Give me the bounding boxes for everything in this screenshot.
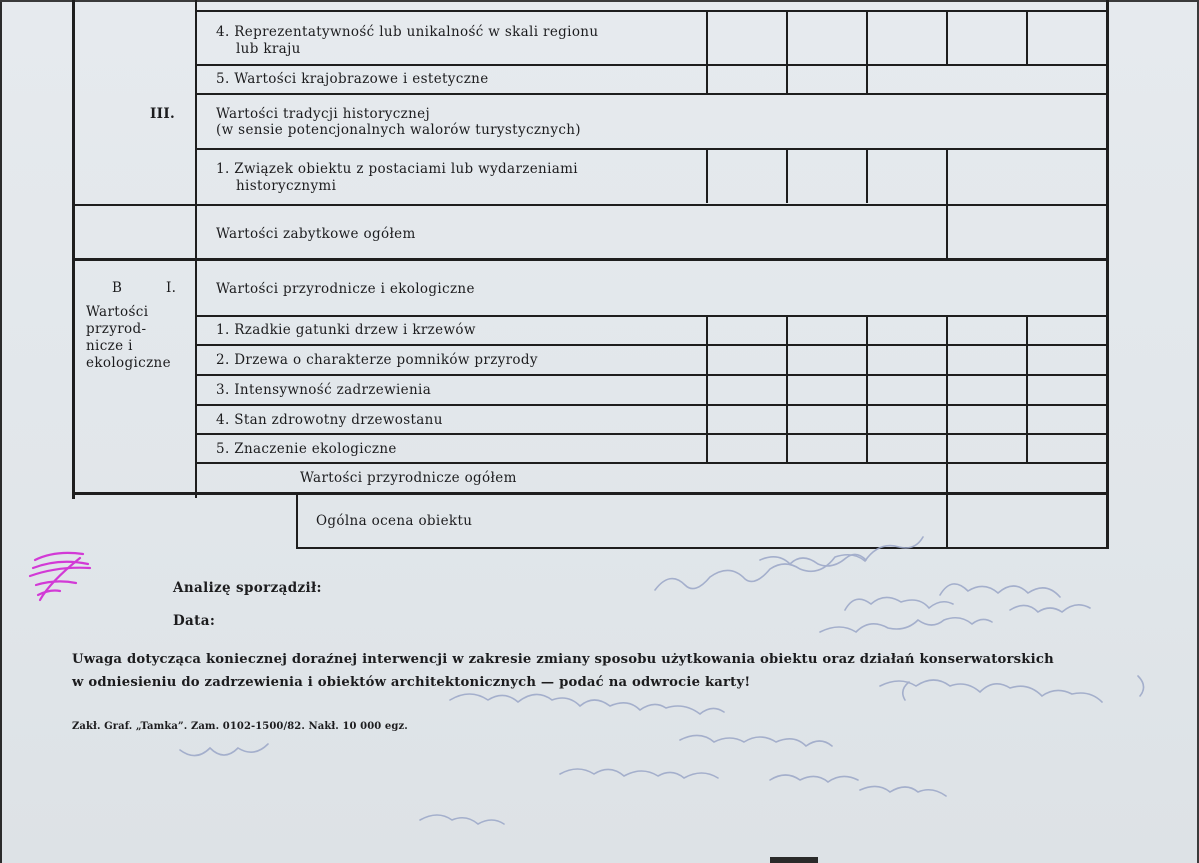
nature-criterion-1: 1. Rzadkie gatunki drzew i krzewów: [216, 322, 476, 338]
overall-assessment-label: Ogólna ocena obiektu: [316, 513, 473, 529]
section-b-group-line1: Wartości: [86, 304, 149, 320]
section-b-group-line2: przyrod-: [86, 321, 147, 337]
section-iii-criterion-1-line2: historycznymi: [236, 178, 337, 194]
date-label: Data:: [173, 613, 216, 629]
section-iii-label: III.: [150, 106, 176, 122]
section-b-group-line4: ekologiczne: [86, 355, 171, 371]
nature-criterion-5: 5. Znaczenie ekologiczne: [216, 441, 397, 457]
printer-imprint: Zakł. Graf. „Tamka”. Zam. 0102-1500/82. Nakł. 10 000 egz.: [72, 721, 408, 732]
section-b-letter: B: [112, 280, 123, 296]
magenta-check-mark: [30, 553, 90, 600]
nature-criterion-3: 3. Intensywność zadrzewienia: [216, 382, 432, 398]
section-iii-criterion-1-line1: 1. Związek obiektu z postaciami lub wydarzeniami: [216, 161, 578, 177]
prepared-by-label: Analizę sporządził:: [173, 580, 322, 596]
criterion-4-line2: lub kraju: [236, 41, 301, 57]
heritage-total-label: Wartości zabytkowe ogółem: [216, 226, 416, 242]
nature-criterion-2: 2. Drzewa o charakterze pomników przyrody: [216, 352, 538, 368]
nature-criterion-4: 4. Stan zdrowotny drzewostanu: [216, 412, 443, 428]
urgent-note-line2: w odniesieniu do zadrzewienia i obiektów architektonicznych — podać na odwrocie karty!: [72, 675, 751, 690]
section-b-roman: I.: [166, 280, 177, 296]
section-b-group-line3: nicze i: [86, 338, 133, 354]
nature-total-label: Wartości przyrodnicze ogółem: [300, 470, 517, 486]
section-iii-title-line1: Wartości tradycji historycznej: [216, 106, 431, 122]
criterion-5: 5. Wartości krajobrazowe i estetyczne: [216, 71, 489, 87]
section-iii-title-line2: (w sensie potencjonalnych walorów turystycznych): [216, 122, 581, 138]
section-b-title: Wartości przyrodnicze i ekologiczne: [216, 281, 475, 297]
urgent-note-line1: Uwaga dotycząca koniecznej doraźnej interwencji w zakresie zmiany sposobu użytkowania obiektu oraz działań konserwatorskich: [72, 652, 1054, 667]
criterion-4-line1: 4. Reprezentatywność lub unikalność w skali regionu: [216, 24, 599, 40]
